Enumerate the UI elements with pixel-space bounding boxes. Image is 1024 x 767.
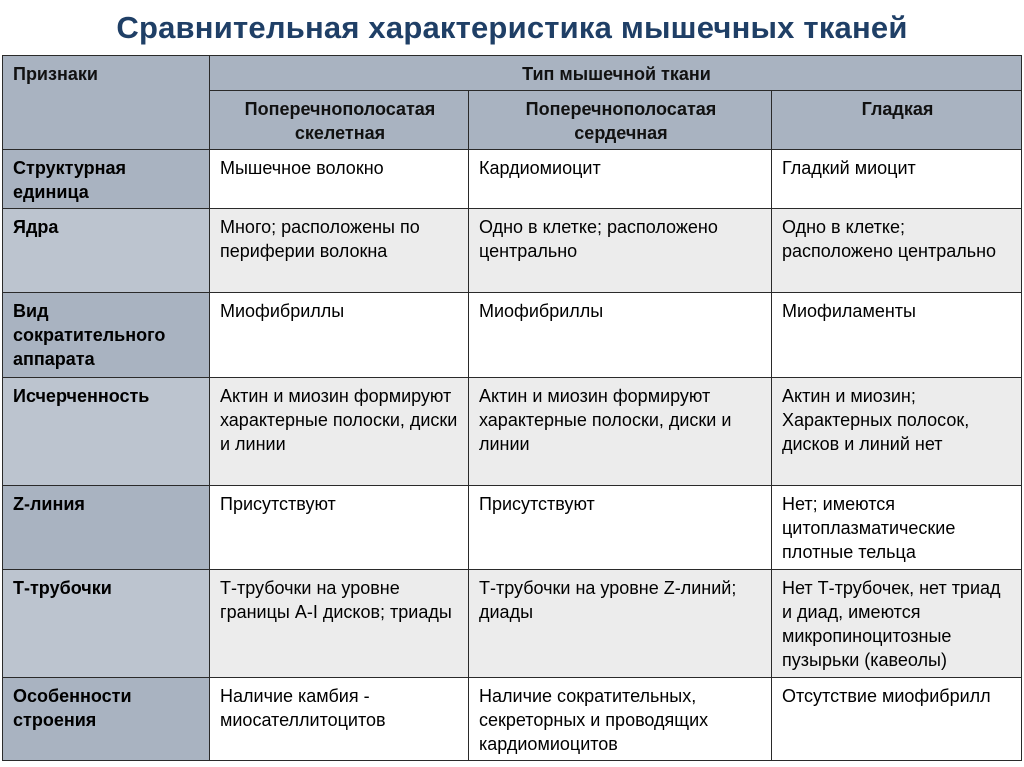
table-cell: Отсутствие миофибрилл bbox=[772, 678, 1022, 761]
column-header-smooth: Гладкая bbox=[772, 91, 1022, 150]
comparison-table bbox=[2, 55, 1022, 761]
row-label: Z-линия bbox=[3, 486, 210, 570]
corner-header: Признаки bbox=[3, 56, 210, 150]
table-cell: Одно в клетке; расположено центрально bbox=[772, 209, 1022, 293]
row-label: Структурная единица bbox=[3, 150, 210, 209]
table-row bbox=[3, 209, 1022, 293]
table-row bbox=[3, 678, 1022, 761]
table-cell: Присутствуют bbox=[469, 486, 772, 570]
row-label: Вид сократительного аппарата bbox=[3, 293, 210, 378]
table-cell: Актин и миозин; Характерных полосок, дисков и линий нет bbox=[772, 378, 1022, 486]
table-cell: Гладкий миоцит bbox=[772, 150, 1022, 209]
table-row bbox=[3, 150, 1022, 209]
table-cell: Нет; имеются цитоплазматические плотные тельца bbox=[772, 486, 1022, 570]
table-cell: Нет Т-трубочек, нет триад и диад, имеются микропиноцитозные пузырьки (кавеолы) bbox=[772, 570, 1022, 678]
table-cell: Наличие сократительных, секреторных и проводящих кардиомиоцитов bbox=[469, 678, 772, 761]
table-cell: Одно в клетке; расположено центрально bbox=[469, 209, 772, 293]
table-row bbox=[3, 293, 1022, 378]
table-cell: Много; расположены по периферии волокна bbox=[210, 209, 469, 293]
slide-title: Сравнительная характеристика мышечных тканей bbox=[116, 9, 908, 45]
table-cell: Мышечное волокно bbox=[210, 150, 469, 209]
column-header-cardiac: Поперечнополосатая сердечная bbox=[469, 91, 772, 150]
table-cell: Миофибриллы bbox=[469, 293, 772, 378]
table-cell: Наличие камбия - миосателлитоцитов bbox=[210, 678, 469, 761]
table-row bbox=[3, 486, 1022, 570]
table-cell: Миофиламенты bbox=[772, 293, 1022, 378]
table-row bbox=[3, 378, 1022, 486]
table-cell: Присутствуют bbox=[210, 486, 469, 570]
row-label: Т-трубочки bbox=[3, 570, 210, 678]
group-header: Тип мышечной ткани bbox=[210, 56, 1022, 91]
table-cell: Т-трубочки на уровне границы A-I дисков; триады bbox=[210, 570, 469, 678]
table-cell: Кардиомиоцит bbox=[469, 150, 772, 209]
row-label: Особенности строения bbox=[3, 678, 210, 761]
table-cell: Актин и миозин формируют характерные полоски, диски и линии bbox=[469, 378, 772, 486]
table-cell: Миофибриллы bbox=[210, 293, 469, 378]
table-cell: Т-трубочки на уровне Z-линий; диады bbox=[469, 570, 772, 678]
row-label: Ядра bbox=[3, 209, 210, 293]
table-row bbox=[3, 570, 1022, 678]
row-label: Исчерченность bbox=[3, 378, 210, 486]
table-cell: Актин и миозин формируют характерные полоски, диски и линии bbox=[210, 378, 469, 486]
column-header-skeletal: Поперечнополосатая скелетная bbox=[210, 91, 469, 150]
